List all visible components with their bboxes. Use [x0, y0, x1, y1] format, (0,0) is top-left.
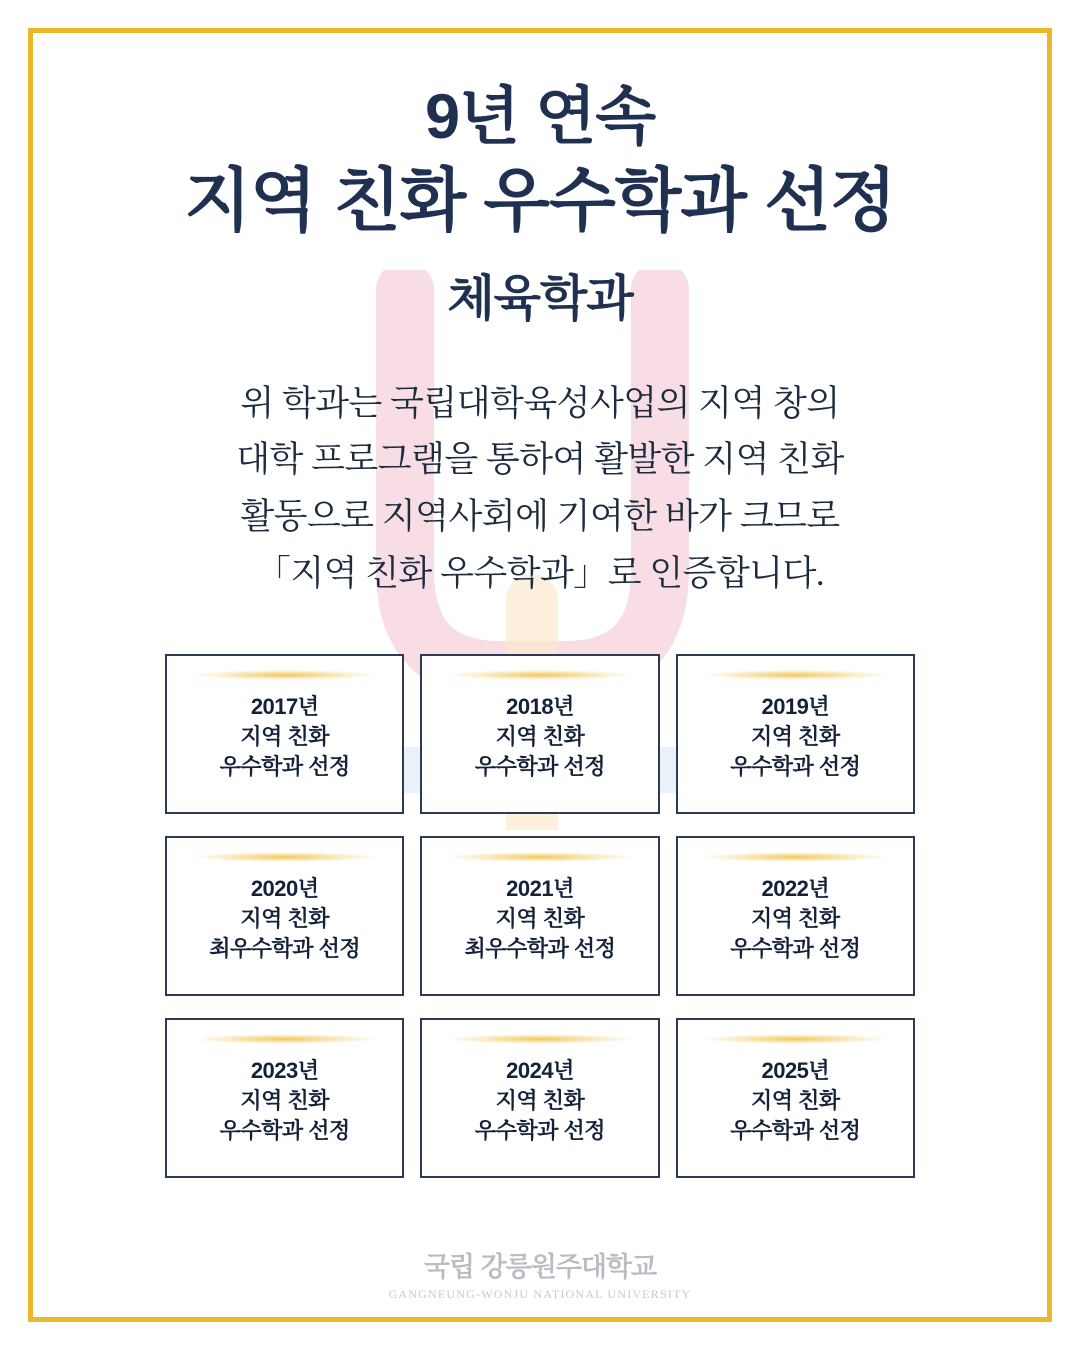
- award-card: [676, 654, 915, 814]
- award-line-3: 우수학과 선정: [219, 753, 350, 779]
- page-title-line-1: 9년 연속: [424, 82, 656, 152]
- university-logo: [389, 1245, 692, 1302]
- logo-english-text: GANGNEUNG-WONJU NATIONAL UNIVERSITY: [388, 1287, 692, 1301]
- sparkle-icon: [448, 670, 632, 680]
- award-card: [676, 1018, 915, 1178]
- award-line-2: 지역 친화: [495, 1088, 585, 1114]
- body-line: 대학 프로그램을 통하여 활발한 지역 친화: [236, 440, 844, 480]
- certification-body-text: [160, 376, 920, 603]
- award-line-3: 우수학과 선정: [474, 753, 606, 779]
- award-card: [420, 654, 659, 814]
- award-year: 2018년: [506, 694, 574, 720]
- award-line-3: 우수학과 선정: [219, 1117, 350, 1143]
- award-card: [165, 836, 404, 996]
- award-year: 2019년: [761, 694, 830, 720]
- award-card: [420, 1018, 659, 1178]
- award-card: [420, 836, 659, 996]
- award-card: [165, 1018, 404, 1178]
- sparkle-icon: [193, 852, 377, 862]
- award-year: 2017년: [250, 694, 319, 720]
- award-line-2: 지역 친화: [240, 906, 329, 932]
- award-line-2: 지역 친화: [495, 724, 585, 750]
- sparkle-icon: [448, 1034, 632, 1044]
- body-line: 위 학과는 국립대학육성사업의 지역 창의: [240, 383, 840, 423]
- award-year: 2021년: [506, 876, 574, 902]
- body-line: 「지역 친화 우수학과」로 인증합니다.: [255, 553, 825, 593]
- award-line-2: 지역 친화: [751, 906, 840, 932]
- award-year: 2024년: [506, 1058, 574, 1084]
- department-subtitle: 체육학과: [447, 271, 633, 326]
- award-year: 2025년: [761, 1058, 830, 1084]
- sparkle-icon: [704, 852, 888, 862]
- award-line-3: 우수학과 선정: [474, 1117, 606, 1143]
- award-card: [165, 654, 404, 814]
- sparkle-icon: [704, 670, 888, 680]
- award-line-3: 우수학과 선정: [730, 935, 861, 961]
- award-line-2: 지역 친화: [240, 1088, 329, 1114]
- body-line: 활동으로 지역사회에 기여한 바가 크므로: [240, 497, 840, 537]
- award-year: 2023년: [250, 1058, 319, 1084]
- sparkle-icon: [448, 852, 632, 862]
- award-line-2: 지역 친화: [751, 1088, 840, 1114]
- award-year: 2020년: [250, 876, 319, 902]
- sparkle-icon: [193, 670, 377, 680]
- award-line-2: 지역 친화: [751, 724, 840, 750]
- awards-grid: [165, 654, 915, 1178]
- logo-korean-text: 국립 강릉원주대학교: [423, 1252, 657, 1282]
- award-line-3: 최우수학과 선정: [209, 935, 361, 961]
- award-year: 2022년: [761, 876, 830, 902]
- award-line-3: 우수학과 선정: [730, 753, 861, 779]
- award-line-3: 우수학과 선정: [730, 1117, 861, 1143]
- sparkle-icon: [704, 1034, 888, 1044]
- award-line-2: 지역 친화: [240, 724, 329, 750]
- sparkle-icon: [193, 1034, 377, 1044]
- award-line-2: 지역 친화: [495, 906, 585, 932]
- award-line-3: 최우수학과 선정: [464, 935, 616, 961]
- award-card: [676, 836, 915, 996]
- page-title-line-2: 지역 친화 우수학과 선정: [184, 162, 896, 240]
